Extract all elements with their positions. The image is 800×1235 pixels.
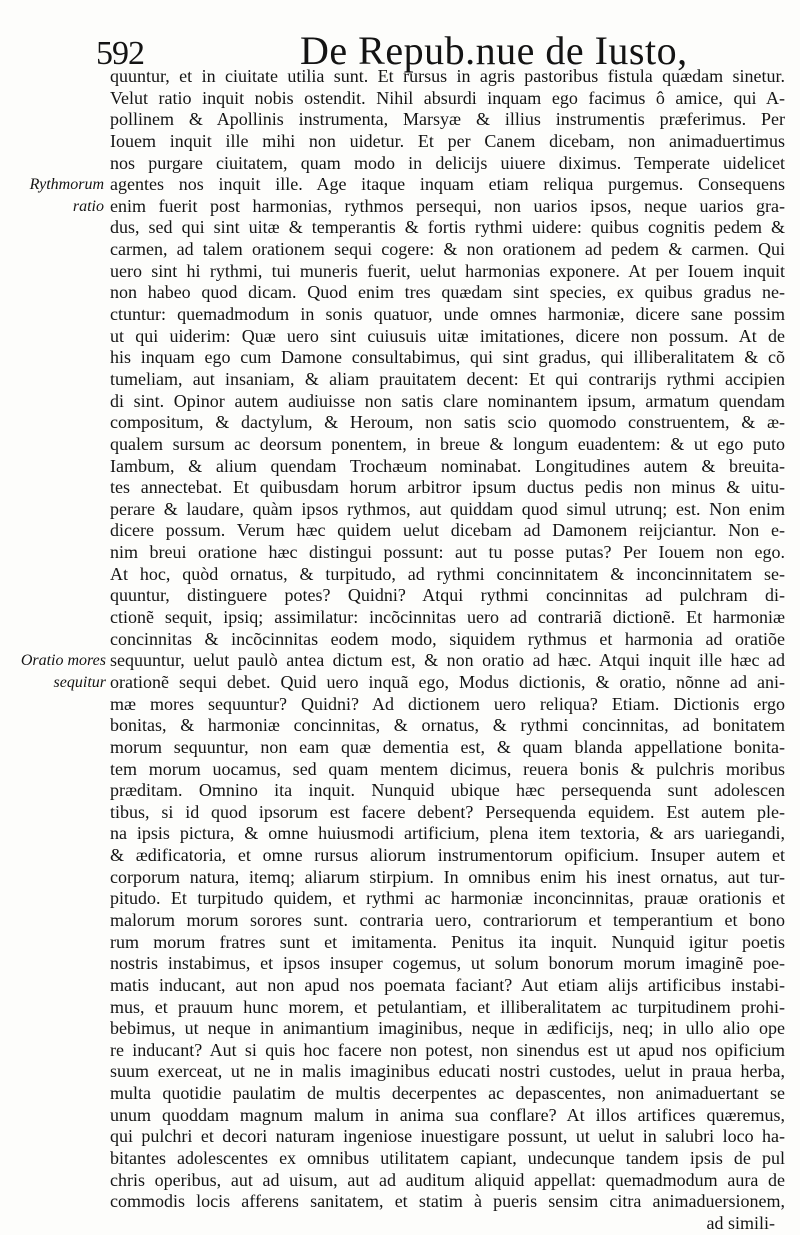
text-line: enim fuerit post harmonias, rythmos persequi, non uarios ipsos, neque uarios gra- (110, 195, 785, 216)
text-line: sequuntur, uelut paulò antea dictum est, & non oratio ad hæc. Atqui inquit ille hæc ad (110, 650, 785, 671)
text-line: bitantes adolescentes ex omnibus utilitatem capiant, undecunque tandem ipsis de pul (110, 1148, 785, 1169)
text-line: pollinem & Apollinis instrumenta, Marsyæ & illius instrumentis præferimus. Per (110, 109, 785, 130)
text-line: nim breui oratione hæc distingui possunt: aut tu posse putas? Per Iouem non ego. (110, 542, 785, 563)
text-line: qui pulchri et decori naturam ingeniose inuestigare possunt, ut uelut in salubri loco ha- (110, 1126, 785, 1147)
text-line: quuntur, et in ciuitate utilia sunt. Et rursus in agris pastoribus fistula quædam sinetur. (110, 66, 785, 86)
margin-note-line: sequitur (53, 674, 106, 691)
margin-note-rythmorum (22, 174, 104, 218)
text-line: tibus, si id quod ipsorum est facere debent? Persequenda equidem. Est autem ple- (110, 801, 785, 822)
text-line: nos purgare ciuitatem, quam modo in delicijs uiuere diximus. Temperate uidelicet (110, 152, 785, 173)
text-line: bebimus, ut neque in animantium imaginibus, neque in ædificijs, neq; in ullo alio ope (110, 1018, 785, 1039)
text-line: chris operibus, aut ad uisum, aut ad auditum aliquid appellat: quemadmodum aura de (110, 1169, 785, 1190)
page-header (0, 14, 800, 74)
text-line: mæ mores sequuntur? Quidni? Ad dictionem uero reliqua? Etiam. Dictionis ergo (110, 693, 785, 714)
text-line: agentes nos inquit ille. Age itaque inquam etiam reliqua purgemus. Consequens (110, 174, 785, 195)
text-line: præditam. Omnino ita inquit. Nunquid ubique hæc persequenda sunt adolescen (110, 780, 785, 801)
text-line: multa quotidie paulatim de multis decerpentes ac depascentes, non animaduertant se (110, 1083, 785, 1104)
text-line: nostris instabimus, et ipsos insuper cogemus, ut solum bonorum morum imaginẽ poe- (110, 953, 785, 974)
running-head: De Repub.nue de Iusto, (300, 28, 688, 73)
text-line: dus, sed qui sint uitæ & temperantis & fortis rythmi uidere: quibus cognitis pedem & (110, 217, 785, 238)
text-line: re inducant? Aut si quis hoc facere non potest, non sinendus est ut apud nos opificium (110, 1039, 785, 1060)
margin-note-oratio (14, 650, 106, 694)
text-line: Iambum, & alium quendam Trochæum nominabat. Longitudines autem & breuita- (110, 455, 785, 476)
text-line: qualem sursum ac deorsum ponentem, in breue & longum euadentem: & ut ego puto (110, 433, 785, 454)
text-line: matis inducant, aut non apud nos poemata faciant? Aut etiam alijs artificibus instabi- (110, 974, 785, 995)
text-line: non habeo quod dicam. Quod enim tres quædam sint species, ex quibus gradus ne- (110, 282, 785, 303)
text-line: mus, et prauum hunc morem, et petulantiam, et illiberalitatem ac turpitudinem prohi- (110, 996, 785, 1017)
text-line: ctuntur: quemadmodum in sonis quatuor, unde omnes harmoniæ, dicere sane possim (110, 304, 785, 325)
text-line: di sint. Opinor autem audiuisse non satis clare nominantem ipsum, armatum quendam (110, 390, 785, 411)
text-line: na ipsis pictura, & omne huiusmodi artificium, plena item textoria, & ars uariegandi, (110, 823, 785, 844)
text-line: ut qui uiderim: Quæ uero sint cuiusuis uitæ imitationes, dicere non possum. At de (110, 325, 785, 346)
text-line: tes annectebat. Et quibusdam horum arbitror ipsum ductus pedis non minus & uitu- (110, 477, 785, 498)
text-line: carmen, ad talem orationem sequi cogere: & non orationem ad pedem & carmen. Qui (110, 239, 785, 260)
text-line: orationẽ sequi debet. Quid uero inquã ego, Modus dictionis, & oratio, nõnne ad ani- (110, 671, 785, 692)
text-line: malorum morum sorores sunt. contraria uero, contrariorum et temperantium et bono (110, 909, 785, 930)
text-line: concinnitas & incõcinnitas eodem modo, siquidem rythmus et harmonia ad oratiõe (110, 628, 785, 649)
margin-note-line: Rythmorum (29, 176, 104, 193)
text-line: ad simili- (706, 1212, 775, 1233)
text-line: tumeliam, aut insaniam, & aliam prauitatem decent: Et qui contrarijs rythmi accipien (110, 368, 785, 389)
margin-note-line: Oratio mores (20, 652, 106, 669)
text-line: bonitas, & harmoniæ concinnitas, & ornatus, & rythmi concinnitas, ad bonitatem (110, 715, 785, 736)
text-line: tem morum uocamus, sed quam mentem dicimus, reuera bonis & pulchris moribus (110, 758, 785, 779)
text-line: perare & laudare, quàm ipsos rythmos, aut quiddam quod simul utrunq; est. Non enim (110, 498, 785, 519)
page-number: 592 (96, 35, 144, 72)
text-line: compositum, & dactylum, & Heroum, non satis scio quomodo construentem, & æ- (110, 412, 785, 433)
text-line: At hoc, quòd ornatus, & turpitudo, ad rythmi concinnitatem & inconcinnitatem se- (110, 563, 785, 584)
text-line: commodis locis afferens sanitatem, et statim à pueris sensim citra animaduersionem, (110, 1191, 785, 1212)
body-text (110, 66, 785, 1235)
text-line: & ædificatoria, et omne rursus aliorum instrumentorum opificium. Insuper autem et (110, 845, 785, 866)
text-line: quuntur, distinguere potes? Quidni? Atqui rythmi concinnitas ad pulchram di- (110, 585, 785, 606)
text-line: suum exerceat, ut ne in malis imaginibus educati nostri custodes, uelut in praua herba, (110, 1061, 785, 1082)
margin-note-line: ratio (72, 198, 104, 215)
text-line: Velut ratio inquit nobis ostendit. Nihil absurdi inquam ego facimus ô amice, qui A- (110, 87, 785, 108)
text-line: dicere possum. Verum hæc quidem uelut dicebam ad Damonem reijciantur. Non e- (110, 520, 785, 541)
text-line: morum sequuntur, non eam quæ dementia est, & quam blanda appellatione bonita- (110, 736, 785, 757)
text-line: Iouem inquit ille mihi non uidetur. Et per Canem dicebam, non animaduertimus (110, 130, 785, 151)
text-line: corporum natura, itemq; aliarum stirpium. In omnibus enim his inest ornatus, aut tur- (110, 866, 785, 887)
text-line: uero sint hi rythmi, tui muneris fuerit, uelut harmonias exponere. At per Iouem inquit (110, 260, 785, 281)
text-line: his inquam ego cum Damone consultabimus, qui sint gradus, qui illiberalitatem & cõ (110, 347, 785, 368)
text-line: ctionẽ sequit, ipsiq; assimilatur: incõcinnitas uero ad contrariã dictionẽ. Et harmoniæ (110, 607, 785, 628)
text-line: pitudo. Et turpitudo quidem, et rythmi ac harmoniæ inconcinnitas, prauæ orationis et (110, 888, 785, 909)
text-line: rum morum fratres sunt et imitamenta. Penitus ita inquit. Nunquid igitur poetis (110, 931, 785, 952)
text-line: unum quoddam magnum malum in anima sua conflare? At illos artifices quæremus, (110, 1104, 785, 1125)
